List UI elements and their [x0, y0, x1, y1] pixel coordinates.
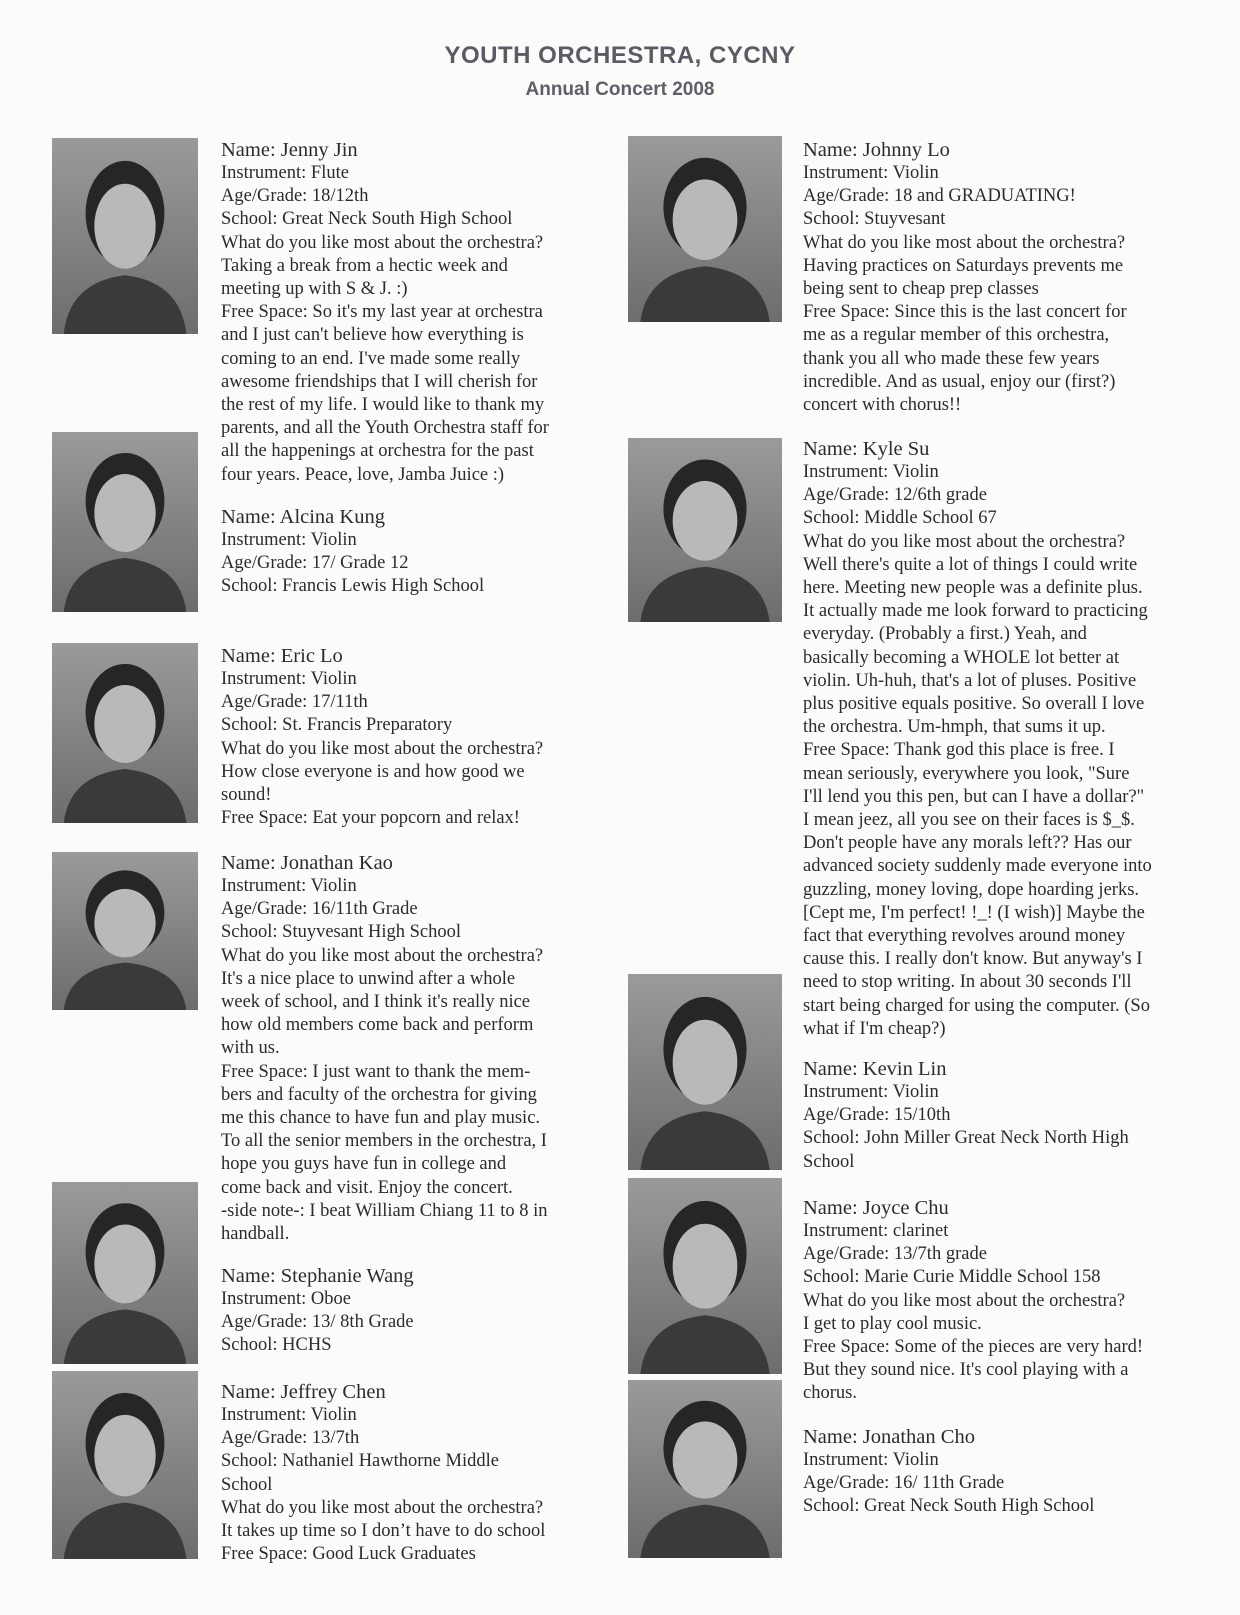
person-photo-icon — [52, 643, 198, 823]
member-text-line: handball. — [221, 1224, 290, 1245]
person-photo-icon — [628, 974, 782, 1170]
member-text-line: Free Space: Thank god this place is free. I — [803, 740, 1115, 761]
member-text-line: Instrument: clarinet — [803, 1221, 949, 1241]
member-text-line: plus positive equals positive. So overall I love — [803, 694, 1145, 715]
person-photo-icon — [52, 1182, 198, 1364]
member-text-line: -side note-: I beat William Chiang 11 to 8 in — [221, 1200, 548, 1221]
member-entry-jenny-jin — [221, 138, 549, 487]
member-text-line: What do you like most about the orchestra? — [221, 738, 544, 759]
member-name: Name: Jeffrey Chen — [221, 1381, 386, 1403]
member-text-line: Free Space: Eat your popcorn and relax! — [221, 808, 520, 829]
member-text-line: Age/Grade: 12/6th grade — [803, 485, 987, 506]
member-text-line: hope you guys have fun in college and — [221, 1154, 507, 1175]
member-text-line: everyday. (Probably a first.) Yeah, and — [803, 624, 1087, 645]
member-text-line: concert with chorus!! — [803, 395, 962, 416]
member-text-line: But they sound nice. It's cool playing with a — [803, 1360, 1129, 1381]
member-text-line: School: HCHS — [221, 1335, 332, 1356]
photo-joyce-chu — [628, 1178, 782, 1374]
member-text-line: What do you like most about the orchestra? — [221, 232, 544, 253]
member-text-line: Age/Grade: 13/7th — [221, 1428, 360, 1449]
member-text-line: What do you like most about the orchestra? — [221, 945, 544, 966]
member-text-line: I get to play cool music. — [803, 1313, 982, 1334]
member-text-line: Free Space: Some of the pieces are very hard! — [803, 1337, 1144, 1358]
member-text-line: Well there's quite a lot of things I could write — [803, 554, 1138, 575]
photo-stephanie-wang — [52, 1182, 198, 1364]
member-text-line: basically becoming a WHOLE lot better at — [803, 647, 1120, 668]
member-text-line: What do you like most about the orchestra? — [221, 1497, 544, 1518]
member-text-line: School: Marie Curie Middle School 158 — [803, 1267, 1101, 1288]
person-photo-icon — [628, 136, 782, 322]
member-text-line: Instrument: Violin — [221, 876, 357, 896]
member-text-line: advanced society suddenly made everyone into — [803, 856, 1152, 877]
page-title: YOUTH ORCHESTRA, CYCNY — [444, 42, 796, 69]
member-name: Name: Johnny Lo — [803, 139, 950, 161]
member-text-line: me this chance to have fun and play music. — [221, 1108, 541, 1129]
member-text-line: awesome friendships that I will cherish for — [221, 371, 538, 392]
member-text-line: I'll lend you this pen, but can I have a dollar?" — [803, 786, 1145, 807]
person-photo-icon — [52, 138, 198, 334]
member-text-line: [Cept me, I'm perfect! !_! (I wish)] Maybe the — [803, 902, 1145, 923]
member-text-line: It's a nice place to unwind after a whole — [221, 968, 516, 989]
member-text-line: What do you like most about the orchestra? — [803, 232, 1126, 253]
member-text-line: Don't people have any morals left?? Has our — [803, 833, 1132, 854]
member-entry-jeffrey-chen — [221, 1380, 545, 1566]
member-text-line: start being charged for using the computer. (So — [803, 995, 1150, 1016]
member-text-line: Instrument: Violin — [803, 1450, 939, 1470]
member-text-line: It takes up time so I don’t have to do school — [221, 1521, 546, 1542]
member-text-line: School: Francis Lewis High School — [221, 576, 485, 597]
member-text-line: sound! — [221, 785, 272, 806]
person-photo-icon — [628, 1380, 782, 1558]
member-text-line: Having practices on Saturdays prevents me — [803, 255, 1124, 276]
member-text-line: Instrument: Flute — [221, 163, 349, 183]
person-photo-icon — [52, 852, 198, 1010]
member-text-line: School: Stuyvesant High School — [221, 922, 461, 943]
member-text-line: School: John Miller Great Neck North High — [803, 1128, 1129, 1149]
photo-alcina-kung — [52, 432, 198, 612]
member-text-line: four years. Peace, love, Jamba Juice :) — [221, 464, 505, 485]
member-entry-joyce-chu — [803, 1196, 1143, 1406]
member-text-line: Instrument: Violin — [221, 530, 357, 550]
member-text-line: what if I'm cheap?) — [803, 1018, 946, 1039]
member-text-line: Free Space: I just want to thank the mem- — [221, 1061, 531, 1082]
member-text-line: cause this. I really don't know. But anyway's I — [803, 949, 1143, 970]
member-text-line: chorus. — [803, 1383, 857, 1404]
member-name: Name: Joyce Chu — [803, 1197, 949, 1219]
member-name: Name: Kevin Lin — [803, 1058, 947, 1080]
member-text-line: Free Space: Good Luck Graduates — [221, 1544, 476, 1565]
member-text-line: Instrument: Violin — [221, 1405, 357, 1425]
member-text-line: incredible. And as usual, enjoy our (first?) — [803, 371, 1116, 392]
member-entry-kyle-su — [803, 437, 1152, 1041]
member-entry-jonathan-cho — [803, 1425, 1094, 1519]
photo-jonathan-kao — [52, 852, 198, 1010]
member-text-line: How close everyone is and how good we — [221, 761, 525, 782]
member-name: Name: Jonathan Kao — [221, 852, 393, 874]
member-text-line: the orchestra. Um-hmph, that sums it up. — [803, 717, 1106, 738]
person-photo-icon — [628, 1178, 782, 1374]
member-entry-kevin-lin — [803, 1057, 1129, 1174]
member-text-line: School: St. Francis Preparatory — [221, 715, 453, 736]
member-name: Name: Jenny Jin — [221, 139, 358, 161]
member-text-line: Instrument: Violin — [803, 1082, 939, 1102]
member-entry-stephanie-wang — [221, 1264, 414, 1358]
member-text-line: thank you all who made these few years — [803, 348, 1100, 369]
member-text-line: Age/Grade: 15/10th — [803, 1105, 951, 1126]
photo-kyle-su — [628, 438, 782, 622]
member-text-line: meeting up with S & J. :) — [221, 279, 408, 300]
member-name: Name: Jonathan Cho — [803, 1426, 975, 1448]
member-text-line: the rest of my life. I would like to thank my — [221, 395, 545, 416]
member-text-line: Age/Grade: 18/12th — [221, 186, 369, 207]
member-text-line: with us. — [221, 1038, 280, 1059]
member-text-line: parents, and all the Youth Orchestra staff for — [221, 418, 549, 439]
member-text-line: Free Space: So it's my last year at orchestra — [221, 302, 543, 323]
person-photo-icon — [52, 1371, 198, 1559]
member-text-line: how old members come back and perform — [221, 1015, 534, 1036]
member-text-line: Free Space: Since this is the last concert for — [803, 302, 1127, 323]
member-name: Name: Eric Lo — [221, 645, 343, 667]
member-text-line: Age/Grade: 17/ Grade 12 — [221, 553, 409, 574]
member-text-line: What do you like most about the orchestra? — [803, 531, 1126, 552]
member-text-line: What do you like most about the orchestra? — [803, 1290, 1126, 1311]
member-text-line: and I just can't believe how everything is — [221, 325, 524, 346]
member-text-line: guzzling, money loving, dope hoarding jerks. — [803, 879, 1140, 900]
photo-kevin-lin — [628, 974, 782, 1170]
photo-johnny-lo — [628, 136, 782, 322]
member-text-line: It actually made me look forward to practicing — [803, 601, 1148, 622]
member-text-line: bers and faculty of the orchestra for giving — [221, 1084, 537, 1105]
member-text-line: here. Meeting new people was a definite plus. — [803, 578, 1143, 599]
photo-eric-lo — [52, 643, 198, 823]
member-text-line: Instrument: Oboe — [221, 1289, 351, 1309]
member-text-line: School: Great Neck South High School — [221, 209, 513, 230]
member-text-line: School — [221, 1474, 273, 1495]
member-text-line: Age/Grade: 18 and GRADUATING! — [803, 186, 1076, 207]
member-text-line: come back and visit. Enjoy the concert. — [221, 1177, 513, 1198]
member-text-line: Taking a break from a hectic week and — [221, 255, 508, 276]
member-entry-alcina-kung — [221, 505, 484, 599]
photo-jonathan-cho — [628, 1380, 782, 1558]
member-text-line: need to stop writing. In about 30 seconds I'll — [803, 972, 1132, 993]
member-text-line: I mean jeez, all you see on their faces is $_$. — [803, 810, 1135, 831]
member-text-line: School: Stuyvesant — [803, 209, 946, 230]
member-text-line: coming to an end. I've made some really — [221, 348, 521, 369]
photo-jenny-jin — [52, 138, 198, 334]
member-text-line: Age/Grade: 13/ 8th Grade — [221, 1312, 414, 1333]
member-text-line: me as a regular member of this orchestra, — [803, 325, 1110, 346]
member-text-line: being sent to cheap prep classes — [803, 279, 1039, 300]
member-text-line: Age/Grade: 16/ 11th Grade — [803, 1473, 1005, 1494]
page-subtitle: Annual Concert 2008 — [525, 79, 715, 100]
member-entry-jonathan-kao — [221, 851, 548, 1246]
member-text-line: all the happenings at orchestra for the past — [221, 441, 534, 462]
member-text-line: Age/Grade: 13/7th grade — [803, 1244, 987, 1265]
person-photo-icon — [628, 438, 782, 622]
member-text-line: fact that everything revolves around money — [803, 926, 1126, 947]
member-text-line: Instrument: Violin — [803, 163, 939, 183]
member-name: Name: Stephanie Wang — [221, 1265, 414, 1287]
member-text-line: School: Great Neck South High School — [803, 1496, 1095, 1517]
member-entry-eric-lo — [221, 644, 543, 830]
member-text-line: School: Nathaniel Hawthorne Middle — [221, 1451, 499, 1472]
member-name: Name: Alcina Kung — [221, 506, 385, 528]
person-photo-icon — [52, 432, 198, 612]
member-text-line: violin. Uh-huh, that's a lot of pluses. Positive — [803, 670, 1137, 691]
member-text-line: School — [803, 1151, 855, 1172]
member-text-line: School: Middle School 67 — [803, 508, 997, 529]
member-text-line: Instrument: Violin — [221, 669, 357, 689]
member-text-line: week of school, and I think it's really nice — [221, 992, 531, 1013]
member-name: Name: Kyle Su — [803, 438, 930, 460]
member-text-line: mean seriously, everywhere you look, "Sure — [803, 763, 1130, 784]
member-text-line: Age/Grade: 16/11th Grade — [221, 899, 418, 920]
member-entry-johnny-lo — [803, 138, 1127, 417]
member-text-line: Age/Grade: 17/11th — [221, 692, 368, 713]
member-text-line: To all the senior members in the orchestra, I — [221, 1131, 547, 1152]
member-text-line: Instrument: Violin — [803, 462, 939, 482]
photo-jeffrey-chen — [52, 1371, 198, 1559]
